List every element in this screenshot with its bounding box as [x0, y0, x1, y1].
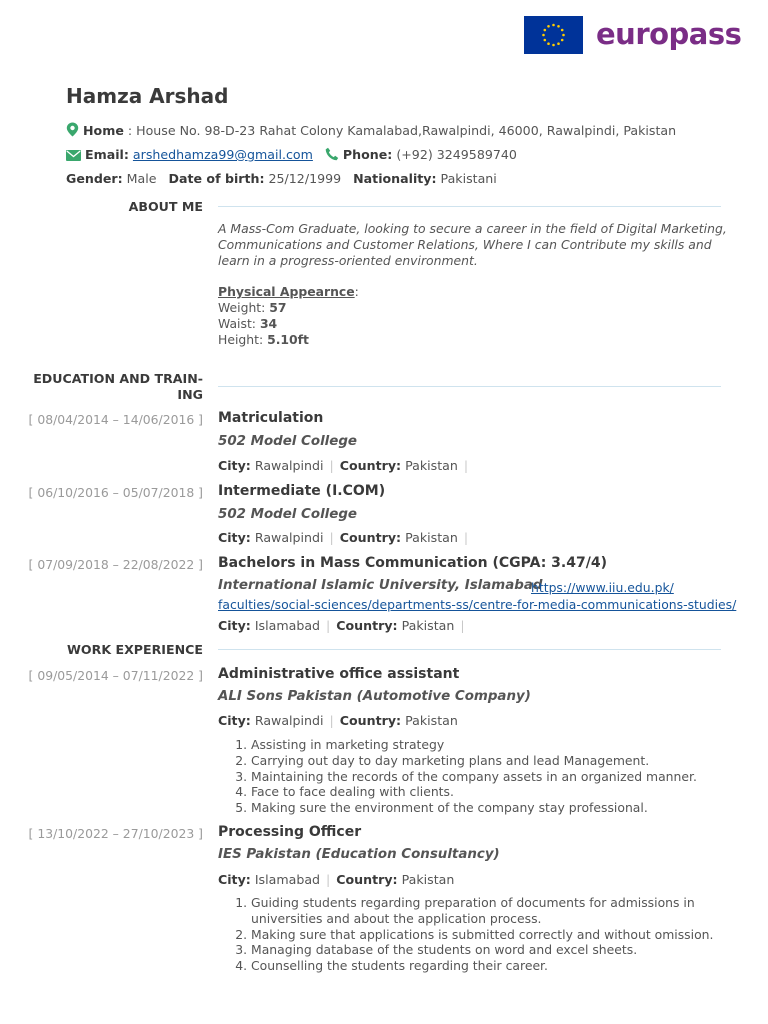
dob-value: 25/12/1999	[268, 171, 342, 186]
physical-appearance-heading	[218, 284, 359, 300]
work-location	[218, 713, 458, 728]
work-organization: IES Pakistan (Education Consultancy)	[218, 847, 500, 862]
home-value: : House No. 98-D-23 Rahat Colony Kamalabad,Rawalpindi, 46000, Rawalpindi, Pakistan	[123, 123, 677, 138]
separator: |	[329, 458, 334, 473]
duty-item: 4. Face to face dealing with clients.	[251, 784, 751, 800]
weight-label: Weight:	[218, 300, 266, 315]
education-organization: 502 Model College	[218, 507, 358, 522]
gender-label: Gender:	[66, 171, 123, 186]
work-date: [ 09/05/2014 – 07/11/2022 ]	[28, 668, 203, 683]
height-line	[218, 332, 309, 348]
separator: |	[326, 618, 331, 633]
education-date: [ 07/09/2018 – 22/08/2022 ]	[28, 557, 203, 572]
country-value: Pakistan	[401, 872, 455, 887]
weight-value: 57	[269, 300, 287, 315]
duties-list	[218, 737, 751, 816]
work-title: Administrative office assistant	[218, 666, 460, 682]
phone-icon	[325, 147, 339, 164]
work-section-rule	[218, 649, 721, 650]
education-location	[218, 530, 474, 545]
work-section-title: WORK EXPERIENCE	[67, 642, 203, 657]
dob-label: Date of birth:	[168, 171, 265, 186]
education-section-title	[33, 371, 203, 403]
physical-appearance-colon: :	[354, 284, 359, 299]
waist-line	[218, 316, 277, 332]
education-title: Bachelors in Mass Communication (CGPA: 3.47/4)	[218, 555, 607, 571]
duty-item: 2. Carrying out day to day marketing plans and lead Management.	[251, 753, 751, 769]
home-label: Home	[83, 123, 124, 138]
education-title-line1: EDUCATION AND TRAIN-	[33, 371, 203, 386]
city-label: City:	[218, 872, 251, 887]
email-link[interactable]: arshedhamza99@gmail.com	[132, 147, 313, 162]
work-title: Processing Officer	[218, 824, 362, 840]
home-line	[66, 122, 676, 140]
education-title-line2: ING	[177, 387, 203, 402]
location-pin-icon	[66, 122, 79, 140]
duty-item: 1. Guiding students regarding preparation of documents for admissions in universities and about the application process.	[251, 895, 731, 927]
duty-item: 5. Making sure the environment of the company stay professional.	[251, 800, 751, 816]
education-section-rule	[218, 386, 721, 387]
physical-appearance-label: Physical Appearnce	[218, 284, 355, 299]
separator: |	[329, 713, 334, 728]
city-label: City:	[218, 713, 251, 728]
education-title: Intermediate (I.COM)	[218, 483, 386, 499]
europass-wordmark: europass	[596, 17, 742, 51]
separator: |	[326, 872, 331, 887]
duty-item: 3. Managing database of the students on word and excel sheets.	[251, 942, 731, 958]
city-label: City:	[218, 618, 251, 633]
separator: |	[463, 458, 469, 473]
country-value: Pakistan	[405, 458, 458, 473]
duty-item: 3. Maintaining the records of the company assets in an organized manner.	[251, 769, 751, 785]
duty-item: 2. Making sure that applications is submitted correctly and without omission.	[251, 927, 731, 943]
separator: |	[463, 530, 469, 545]
education-date: [ 08/04/2014 – 14/06/2016 ]	[28, 412, 203, 427]
city-value: Rawalpindi	[254, 530, 324, 545]
city-value: Rawalpindi	[254, 713, 324, 728]
country-label: Country:	[339, 458, 402, 473]
personal-details-line	[66, 171, 497, 186]
separator: |	[329, 530, 334, 545]
university-link-part2[interactable]: faculties/social-sciences/departments-ss/centre-for-media-communications-studies/	[218, 597, 737, 612]
duty-item: 4. Counselling the students regarding their career.	[251, 958, 731, 974]
education-location	[218, 458, 474, 473]
work-date: [ 13/10/2022 – 27/10/2023 ]	[28, 826, 203, 841]
gender-value: Male	[126, 171, 157, 186]
city-value: Rawalpindi	[254, 458, 324, 473]
email-icon	[66, 149, 81, 164]
nationality-label: Nationality:	[353, 171, 437, 186]
height-value: 5.10ft	[267, 332, 309, 347]
phone-value: (+92) 3249589740	[396, 147, 517, 162]
about-section-rule	[218, 206, 721, 207]
separator: |	[460, 618, 465, 633]
education-location	[218, 618, 471, 633]
duty-item: 1. Assisting in marketing strategy	[251, 737, 751, 753]
country-label: Country:	[339, 713, 402, 728]
duties-list	[218, 895, 731, 974]
eu-flag-icon	[524, 16, 583, 54]
weight-line	[218, 300, 287, 316]
waist-value: 34	[259, 316, 278, 331]
education-title: Matriculation	[218, 410, 324, 426]
work-organization: ALI Sons Pakistan (Automotive Company)	[218, 689, 531, 704]
country-value: Pakistan	[405, 713, 458, 728]
europass-logo	[524, 16, 742, 54]
country-label: Country:	[336, 618, 398, 633]
country-value: Pakistan	[401, 618, 455, 633]
city-label: City:	[218, 530, 251, 545]
nationality-value: Pakistani	[440, 171, 497, 186]
height-label: Height:	[218, 332, 264, 347]
work-location	[218, 872, 454, 887]
city-value: Islamabad	[254, 872, 321, 887]
email-label: Email:	[85, 147, 129, 162]
education-organization: 502 Model College	[218, 434, 358, 449]
about-section-title: ABOUT ME	[128, 199, 203, 214]
country-label: Country:	[339, 530, 402, 545]
education-organization: International Islamic University, Islamabad	[218, 578, 543, 593]
university-link-part1[interactable]: https://www.iiu.edu.pk/	[531, 580, 674, 595]
phone-label: Phone:	[342, 147, 393, 162]
about-summary: A Mass-Com Graduate, looking to secure a career in the field of Digital Marketing, Communications and Customer Relations, Where I can Contribute my skills and learn in a progress-oriented environment.	[218, 221, 727, 268]
city-value: Islamabad	[254, 618, 321, 633]
person-name: Hamza Arshad	[66, 84, 229, 108]
contact-line	[66, 147, 517, 164]
country-value: Pakistan	[405, 530, 458, 545]
waist-label: Waist:	[218, 316, 256, 331]
country-label: Country:	[336, 872, 398, 887]
education-date: [ 06/10/2016 – 05/07/2018 ]	[28, 485, 203, 500]
city-label: City:	[218, 458, 251, 473]
